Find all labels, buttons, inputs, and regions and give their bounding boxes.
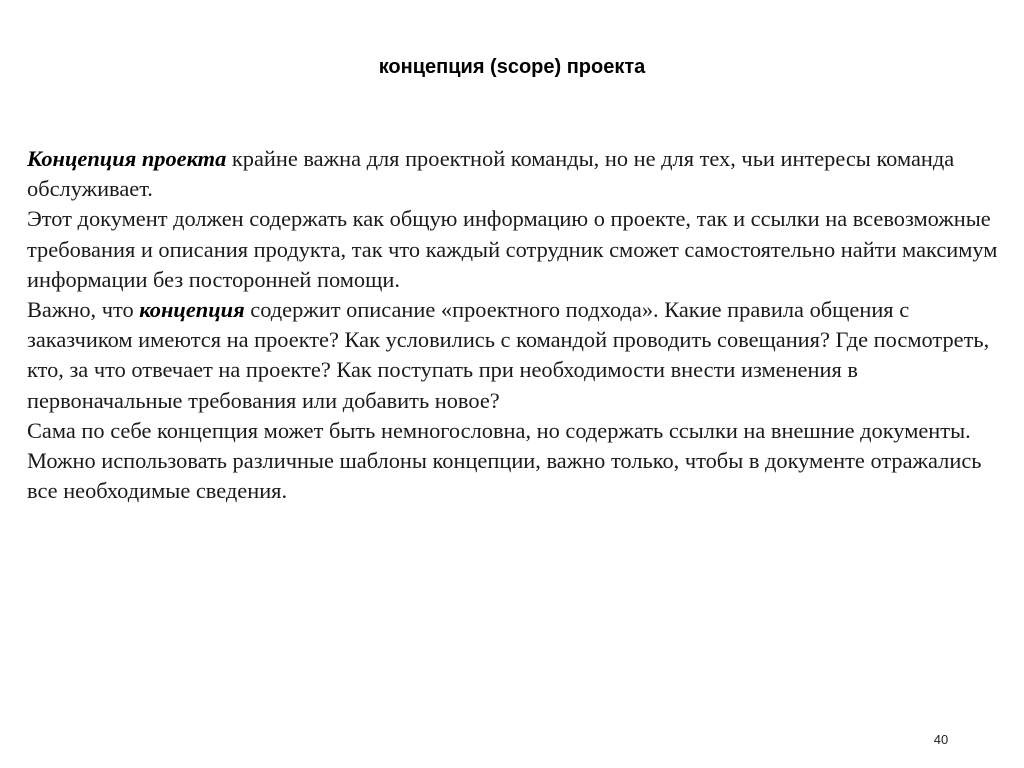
slide-title: концепция (scope) проекта bbox=[378, 56, 646, 78]
paragraph-text: Сама по себе концепция может быть немногословна, но содержать ссылки на внешние документы. bbox=[27, 417, 971, 443]
paragraph-templates bbox=[27, 446, 1007, 506]
page-number: 40 bbox=[933, 732, 949, 747]
slide-body bbox=[27, 144, 1007, 506]
paragraph-concept-importance bbox=[27, 144, 1007, 204]
paragraph-text-after: содержит описание «проектного подхода». Какие правила общения с заказчиком имеются на проекте? Как условились с командой проводить совещания? Где посмотреть, кто, за что отвечает на проекте? Как поступать при необходимости внести изменения в первоначальные требования или добавить новое? bbox=[27, 297, 990, 413]
paragraph-text-before: Важно, что bbox=[27, 297, 140, 323]
paragraph-text: крайне важна для проектной команды, но не для тех, чьи интересы команда обслуживает. bbox=[27, 146, 955, 202]
emphasis-concept-of-project: Концепция проекта bbox=[27, 146, 227, 171]
paragraph-project-approach bbox=[27, 295, 1007, 416]
emphasis-concept: концепция bbox=[139, 297, 245, 323]
paragraph-external-links bbox=[27, 416, 1007, 446]
paragraph-document-contents bbox=[27, 204, 1007, 295]
paragraph-text: Можно использовать различные шаблоны концепции, важно только, чтобы в документе отражались все необходимые сведения. bbox=[27, 448, 982, 504]
paragraph-text: Этот документ должен содержать как общую информацию о проекте, так и ссылки на всевозможные требования и описания продукта, так что каждый сотрудник сможет самостоятельно найти максимум информации без посторонней помощи. bbox=[27, 206, 998, 292]
